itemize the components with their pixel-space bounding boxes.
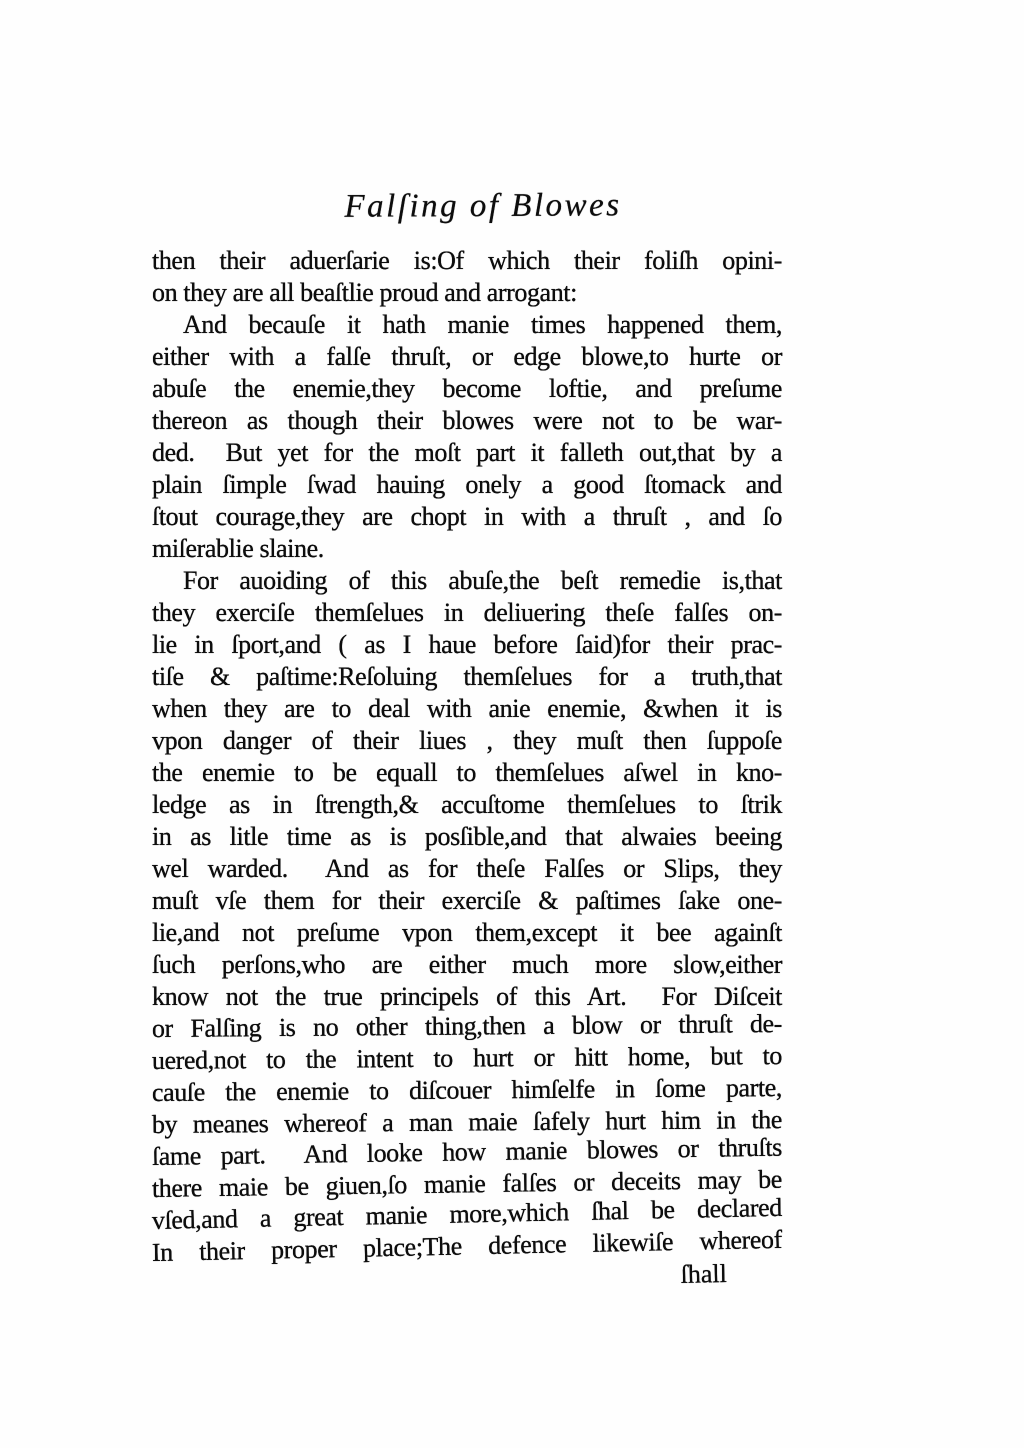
text-line: plain ſimple ſwad hauing onely a good ſtomack and <box>152 470 782 499</box>
text-line: ſtout courage,they are chopt in with a thruſt , and ſo <box>152 502 782 531</box>
text-line: In their proper place;The defence likewiſe whereof <box>151 1224 783 1267</box>
text-line: tiſe & paſtime:Reſoluing themſelues for a truth,that <box>152 662 782 691</box>
text-line: vſed,and a great manie more,which ſhal be declared <box>151 1192 783 1235</box>
text-line: abuſe the enemie,they become loftie, and preſume <box>152 374 782 403</box>
text-line: ledge as in ſtrength,& accuſtome themſelues to ſtrik <box>152 790 782 819</box>
text-line: For auoiding of this abuſe,the beſt remedie is,that <box>183 566 782 595</box>
text-line: lie,and not preſume vpon them,except it bee againſt <box>152 918 782 947</box>
text-line: know not the true principels of this Art. For Diſceit <box>152 982 782 1011</box>
text-line: when they are to deal with anie enemie, &when it is <box>152 694 782 723</box>
text-line: vpon danger of their liues , they muſt then ſuppoſe <box>152 726 782 755</box>
text-line: ſame part. And looke how manie blowes or thruſts <box>151 1132 783 1171</box>
text-line: either with a falſe thruſt, or edge blowe,to hurte or <box>152 342 782 371</box>
text-line: uered,not to the intent to hurt or hitt home, but to <box>151 1041 783 1075</box>
text-line: they exerciſe themſelues in deliuering theſe falſes on- <box>152 598 782 627</box>
text-line: by meanes whereof a man maie ſafely hurt him in the <box>151 1105 783 1139</box>
catchword: ſhall <box>680 1258 728 1289</box>
text-line: lie in ſport,and ( as I haue before ſaid)for their prac- <box>152 630 782 659</box>
text-line: miſerablie slaine. <box>152 534 324 563</box>
text-line: thereon as though their blowes were not to be war- <box>152 406 782 435</box>
text-line: in as litle time as is posſible,and that alwaies beeing <box>152 822 782 851</box>
text-line: or Falſing is no other thing,then a blow or thruſt de- <box>151 1009 783 1043</box>
text-line: wel warded. And as for theſe Falſes or Slips, they <box>152 854 782 883</box>
text-line: ſuch perſons,who are either much more slow,either <box>152 950 782 979</box>
text-line: And becauſe it hath manie times happened them, <box>183 310 782 339</box>
text-block <box>152 245 782 1269</box>
text-line: on they are all beaſtlie proud and arrogant: <box>152 278 577 307</box>
text-line: the enemie to be equall to themſelues aſwel in kno- <box>152 758 782 787</box>
text-line: ded. But yet for the moſt part it falleth out,that by a <box>152 438 782 467</box>
text-line: there maie be giuen,ſo manie falſes or deceits may be <box>151 1164 783 1203</box>
text-line: cauſe the enemie to diſcouer himſelfe in ſome parte, <box>151 1073 783 1107</box>
text-line: then their aduerſarie is:Of which their foliſh opini- <box>152 246 782 275</box>
running-title: Falſing of Blowes <box>344 187 622 225</box>
text-line: muſt vſe them for their exerciſe & paſtimes ſake one- <box>152 886 782 915</box>
